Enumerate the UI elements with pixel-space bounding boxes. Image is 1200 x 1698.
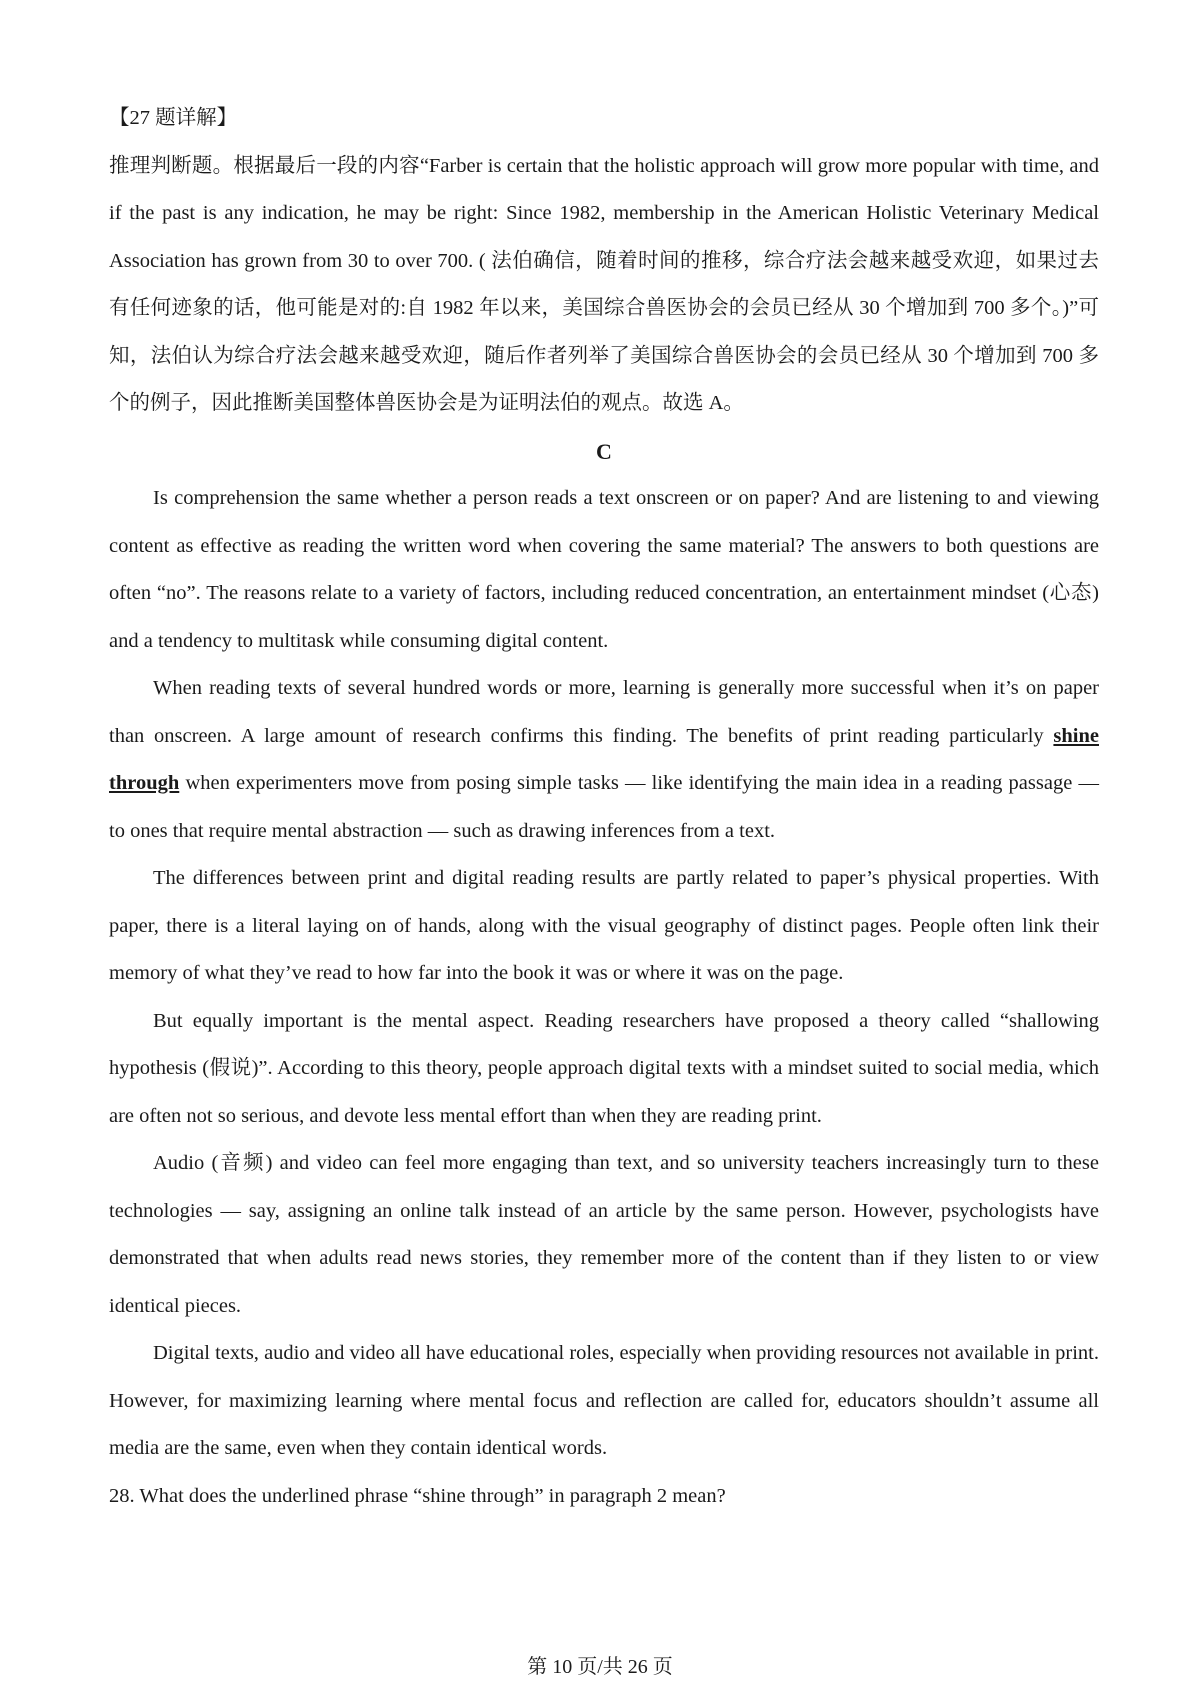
paragraph-6: Digital texts, audio and video all have educational roles, especially when providing resources not available in print. However, for maximizing learning where mental focus and reflection are called for, educators shouldn’t assume all media are the same, even when they contain identical words. bbox=[109, 1342, 1099, 1459]
paragraph-2 bbox=[109, 665, 1099, 855]
underlined-phrase: shine through bbox=[109, 724, 1099, 794]
document-page bbox=[109, 95, 1099, 1520]
paragraph-4: But equally important is the mental aspect. Reading researchers have proposed a theory called “shallowing hypothesis (假说)”. According to this theory, people approach digital texts with a mindset suited to social media, which are often not so serious, and devote less mental effort than when they are reading print. bbox=[109, 1009, 1099, 1127]
paragraph-2-text-end: when experimenters move from posing simple tasks — like identifying the main idea in a reading passage — to ones that require mental abstraction — such as drawing inferences from a text. bbox=[109, 772, 1099, 842]
answer-explanation: 推理判断题。根据最后一段的内容“Farber is certain that the holistic approach will grow more popular with time, and if the past is any indication, he may be right: Since 1982, membership in the American Holistic Veterinary Medical Association has grown from 30 to over 700. ( 法伯确信，随着时间的推移，综合疗法会越来越受欢迎，如果过去有任何迹象的话，他可能是对的:自 1982 年以来，美国综合兽医协会的会员已经从 30 个增加到 700 多个。)”可知，法伯认为综合疗法会越来越受欢迎，随后作者列举了美国综合兽医协会的会员已经从 30 个增加到 700 多个的例子，因此推断美国整体兽医协会是为证明法伯的观点。故选 A。 bbox=[109, 154, 1099, 414]
passage-letter: C bbox=[596, 438, 612, 464]
paragraph-5: Audio (音频) and video can feel more engaging than text, and so university teachers increasingly turn to these technologies — say, assigning an online talk instead of an article by the same person. However, psychologists have demonstrated that when adults read news stories, they remember more of the content than if they listen to or view identical pieces. bbox=[109, 1152, 1099, 1317]
paragraph-3: The differences between print and digital reading results are partly related to paper’s physical properties. With paper, there is a literal laying on of hands, along with the visual geography of distinct pages. People often link their memory of what they’ve read to how far into the book it was or where it was on the page. bbox=[109, 867, 1099, 984]
question-28: 28. What does the underlined phrase “shine through” in paragraph 2 mean? bbox=[109, 1484, 726, 1507]
paragraph-1: Is comprehension the same whether a person reads a text onscreen or on paper? And are listening to and viewing content as effective as reading the written word when covering the same material? The answers to both questions are often “no”. The reasons relate to a variety of factors, including reduced concentration, an entertainment mindset (心态) and a tendency to multitask while consuming digital content. bbox=[109, 487, 1099, 652]
page-number-footer: 第 10 页/共 26 页 bbox=[527, 1656, 673, 1678]
paragraph-2-text-start: When reading texts of several hundred words or more, learning is generally more successful when it’s on paper than onscreen. A large amount of research confirms this finding. The benefits of print reading particularly bbox=[109, 677, 1099, 747]
answer-detail-heading: 【27 题详解】 bbox=[109, 107, 238, 129]
